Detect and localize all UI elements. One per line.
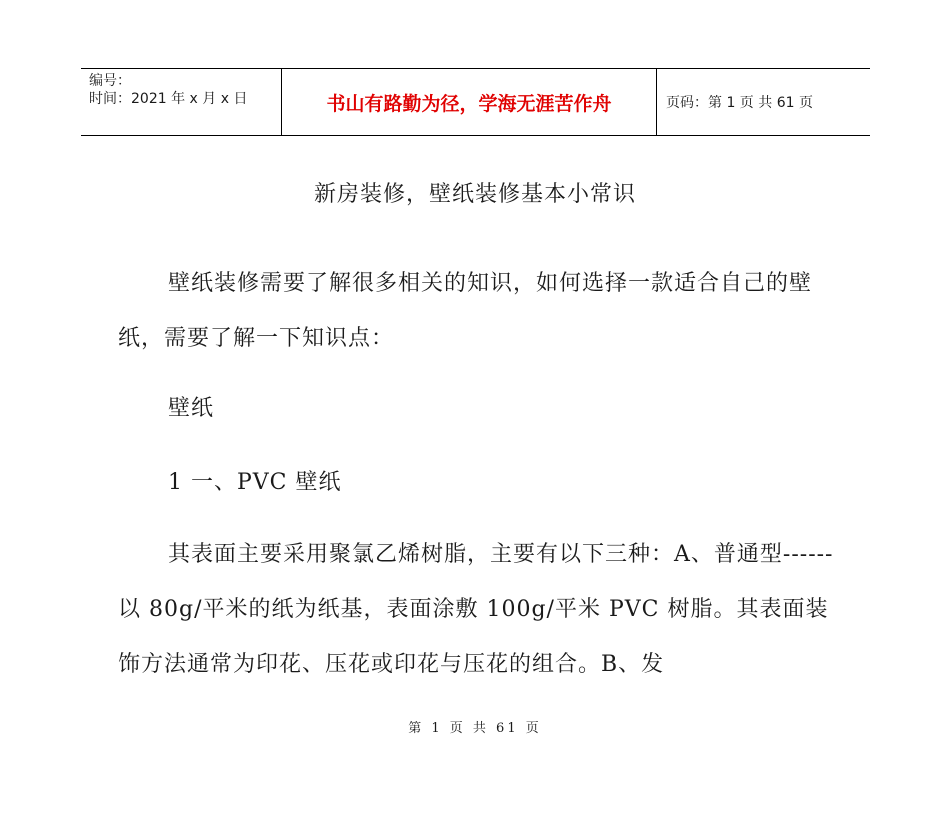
document-number-label: 编号： xyxy=(89,73,131,89)
header-page-info: 页码：第 1 页 共 61 页 xyxy=(666,95,813,111)
intro-paragraph: 壁纸装修需要了解很多相关的知识，如何选择一款适合自己的壁纸，需要了解一下知识点： xyxy=(118,271,813,351)
document-title: 新房装修，壁纸装修基本小常识 xyxy=(313,182,636,207)
header-meta-cell xyxy=(81,69,282,135)
header-page-cell xyxy=(657,69,870,135)
page-footer: 第 1 页 共 61 页 xyxy=(408,721,542,736)
body-paragraph: 其表面主要采用聚氯乙烯树脂，主要有以下三种：A、普通型------以 80g/平米的纸为纸基，表面涂敷 100g/平米 PVC 树脂。其表面装饰方法通常为印花、压花或印花与压花的组合。B、发 xyxy=(118,542,834,677)
document-date-label: 时间：2021 年 x 月 x 日 xyxy=(89,91,248,107)
subsection-heading: 1 一、PVC 壁纸 xyxy=(168,470,342,495)
header-motto-cell xyxy=(282,69,657,135)
header-motto: 书山有路勤为径，学海无涯苦作舟 xyxy=(326,92,612,115)
document-header-table xyxy=(81,68,870,136)
section-heading: 壁纸 xyxy=(168,396,215,421)
